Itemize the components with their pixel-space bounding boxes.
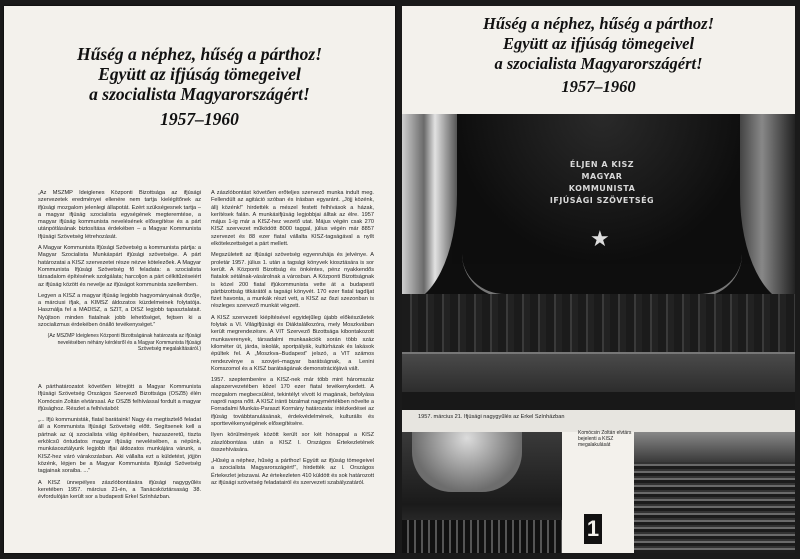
paragraph: Legyen a KISZ a magyar ifjúság legjobb hagyományainak őrzője, a márciusi ifjak, a KIMSZ áldozatos küzdelmeinek folytatója. Használja fel a MADISZ, a SZIT, a DISZ legjobb tapasztalatait. Nyújtson minden fiatalnak jobb lehetőséget, fejtsen ki a szocializmus érdekében önálló tevékenységet.” xyxy=(38,292,201,329)
presidium-table xyxy=(402,352,795,394)
photo-caption-side: Komócsin Zoltán elvtárs bejelenti a KISZ megalakulását xyxy=(578,430,632,449)
paragraph: A Magyar Kommunista Ifjúsági Szövetség a kommunista pártja: a Magyar Szocialista Munkáspárt ifjúsági szövetsége. A párt határozatai a KISZ szervezetei része nézve kötelezőek. A Magyar Kommunista Ifjúsági Szövetség fő feladata: a szocialista társadalom építésének szolgálata; harcoljon a párt célkitűzéseiért az ifjúság között és nevelje az ifjúságot kommunista szellemben. xyxy=(38,245,201,288)
stage-front xyxy=(402,392,795,410)
star-icon: ★ xyxy=(590,226,610,251)
stage-light xyxy=(412,432,522,492)
banner-line: MAGYAR KOMMUNISTA xyxy=(568,172,636,193)
photo-caption-main: 1957. március 21. Ifjúsági nagygyűlés az Erkel Színházban xyxy=(418,414,565,420)
stage-curtain-right xyxy=(740,114,795,304)
presidium-people xyxy=(402,294,795,352)
paragraph: „Hűség a néphez, hűség a párthoz! Együtt az ifjúság tömegeivel a szocialista Magyarországért!”, hirdették az I. Országos Értekezlet jelszavai. Az értekezleten 410 küldött és sok határozott az ifjúsági szövetség feladatairól és szervezeti szabályzatáról. xyxy=(211,458,374,486)
paragraph: A párthatározatot követően létrejött a Magyar Kommunista Ifjúsági Szövetség Országos Szervező Bizottsága (OSZB) élén Komócsin Zoltán elvtárssal. Az OSZB felhívással fordult a magyar ifjúsághoz. Részlet a felhívásból: xyxy=(38,384,201,412)
right-title-line-2: Együtt az ifjúság tömegeivel xyxy=(502,34,695,53)
photo-speaker-on-stage xyxy=(402,432,562,553)
right-title xyxy=(402,14,795,98)
audience-crowd xyxy=(634,462,795,553)
left-column-a xyxy=(38,190,201,357)
paragraph: „Az MSZMP Ideiglenes Központi Bizottsága az ifjúsági szervezetek eredményei ellenére nem tartja kielégítőnek az ifjúsági mozgalom jelenlegi állapotát. Ezért szükségesnek tartja – a magyar ifjúság szocialista egységének megteremtése, a magyar ifjúság kommunista nevelésének elősegítése és a párt utánpótlásának biztosítása érdekében – a Magyar Kommunista Ifjúsági Szövetség létrehozását. xyxy=(38,190,201,240)
left-column-a2 xyxy=(38,384,201,505)
left-page xyxy=(4,6,395,553)
paragraph: Megszületett az ifjúsági szövetség egyenruhája és jelvénye. A proletár 1957. július 1. után a tagsági könyvek kiosztására is sor került. A Központi Bizottság és önkéntes, pénz nyakkendős fiatalok sétálnak-vásárolnak a városban. A Központi Bizottságnak is közel 200 fiatal ifjúkommunista vette át a budapesti pártbizottság titkárától a tagsági könyvét. 170 ezer fiatal tagdíjat fizet havonta, a munkák részt vett, a KISZ az őszi szezonban is részleges szervező munkát végzett. xyxy=(211,252,374,310)
paragraph: 1957. szeptemberére a KISZ-nek már több mint háromszáz alapszervezetében közel 170 ezer fiatal tevékenykedett. A mozgalom megbecsülést, tekintélyt vívott ki magának, befolyása napról napra nőtt. A KISZ iránti bizalmat nagymértékben növelte a Forradalmi Munkás-Paraszt Kormány határozata: intézkedései az ifjúság továbbtanulásának, érdekvédelmének, kulturális és sporttevékenységének elősegítésére. xyxy=(211,377,374,427)
paragraph: „... Ifjú kommunisták, fiatal barátaink! Nagy és megtisztelő feladat áll a Kommunista Ifjúsági Szövetség előtt. Segítsenek kell a pártnak az új szocialista világ építésében, hazaszeretű, tiszta erkölcsű öntudatos magyar ifjúság nevelésében, a népünk, munkásosztályunk legjobb ifjai áldozatos munkájára várunk, a KISZ-hez váró várakozásban. Aki vállalta ezt a küldetést, jöjjön közénk, lépjen be a Magyar Kommunista Ifjúsági Szövetség tagjainak soraiba. ...” xyxy=(38,417,201,475)
right-years: 1957–1960 xyxy=(561,77,636,96)
page-number: 1 xyxy=(584,514,602,544)
stage-banner xyxy=(547,159,657,207)
source-note: (Az MSZMP Ideiglenes Központi Bizottságának határozata az ifjúsági nevelésében néhány kérdésről és a Magyar Kommunista Ifjúsági Szövetség megalakításáról.) xyxy=(47,333,201,353)
left-years: 1957–1960 xyxy=(160,109,239,129)
left-title-line-1: Hűség a néphez, hűség a párthoz! xyxy=(76,44,323,64)
right-title-line-1: Hűség a néphez, hűség a párthoz! xyxy=(482,14,715,33)
left-column-b xyxy=(211,190,374,491)
garland-decoration xyxy=(462,254,742,297)
hall-ceiling xyxy=(634,432,795,462)
right-title-line-3: a szocialista Magyarországért! xyxy=(494,54,703,73)
audience-row xyxy=(402,520,562,553)
paragraph: A KISZ szervezeti kiépítésével egyidejűleg újabb előkészületek folytak a VI. Világifjúsági és Diáktalálkozóra, mely Moszkvában került megrendezésre. A VIT Szervező Bizottsága kibontakozott munkaverenyek, társadalmi munkaakciók során több száz kilométer út, járda, iskolák, sportpályák, kultúrházak és lakások épültek fel. A „Moszkva–Budapest” jelszó, a VIT számos rendezvénye a szovjet–magyar barátságnak, a Lenini Komszomol és a KISZ barátságának demonstrációjává vált. xyxy=(211,314,374,372)
left-title-line-3: a szocialista Magyarországért! xyxy=(89,84,310,104)
photo-audience xyxy=(634,432,795,553)
main-photo-assembly-hall xyxy=(402,114,795,410)
left-title-line-2: Együtt az ifjúság tömegeivel xyxy=(98,64,301,84)
banner-line: ÉLJEN A KISZ xyxy=(569,160,635,169)
paragraph: A KISZ ünnepélyes zászlóbontására ifjúsági nagygyűlés keretében 1957. március 21-én, a Tanácsköztársaság 38. évfordulóján került sor a budapesti Erkel Színházban. xyxy=(38,479,201,501)
paragraph: A zászlóbontást követően erőteljes szervező munka indult meg. Fellendült az agitáció szóban és írásban egyaránt. „Jöjj közénk, állj közénk!” hirdették a mészel festett felhívások a házak, kerítések falán. A munkásifjúság legjobbjai álltak az élre. 1957 május 1-ig már a KISZ-hez vezető utat. Május végén csak 270 KISZ szervezet működött 8000 taggal, július végén már 8857 szervezet és 88 ezer fiatal vállalta KISZ-tagságával a nyílt elkötelezettséget a párt mellett. xyxy=(211,190,374,248)
stage-curtain-left xyxy=(402,114,457,304)
banner-line: IFJÚSÁGI SZÖVETSÉG xyxy=(549,196,655,205)
paragraph: Ilyen körülmények között került sor két hónappal a KISZ zászlóbontása után a KISZ I. Országos Értekezletének összehívására. xyxy=(211,432,374,453)
left-title xyxy=(4,44,395,130)
right-page xyxy=(402,6,795,553)
